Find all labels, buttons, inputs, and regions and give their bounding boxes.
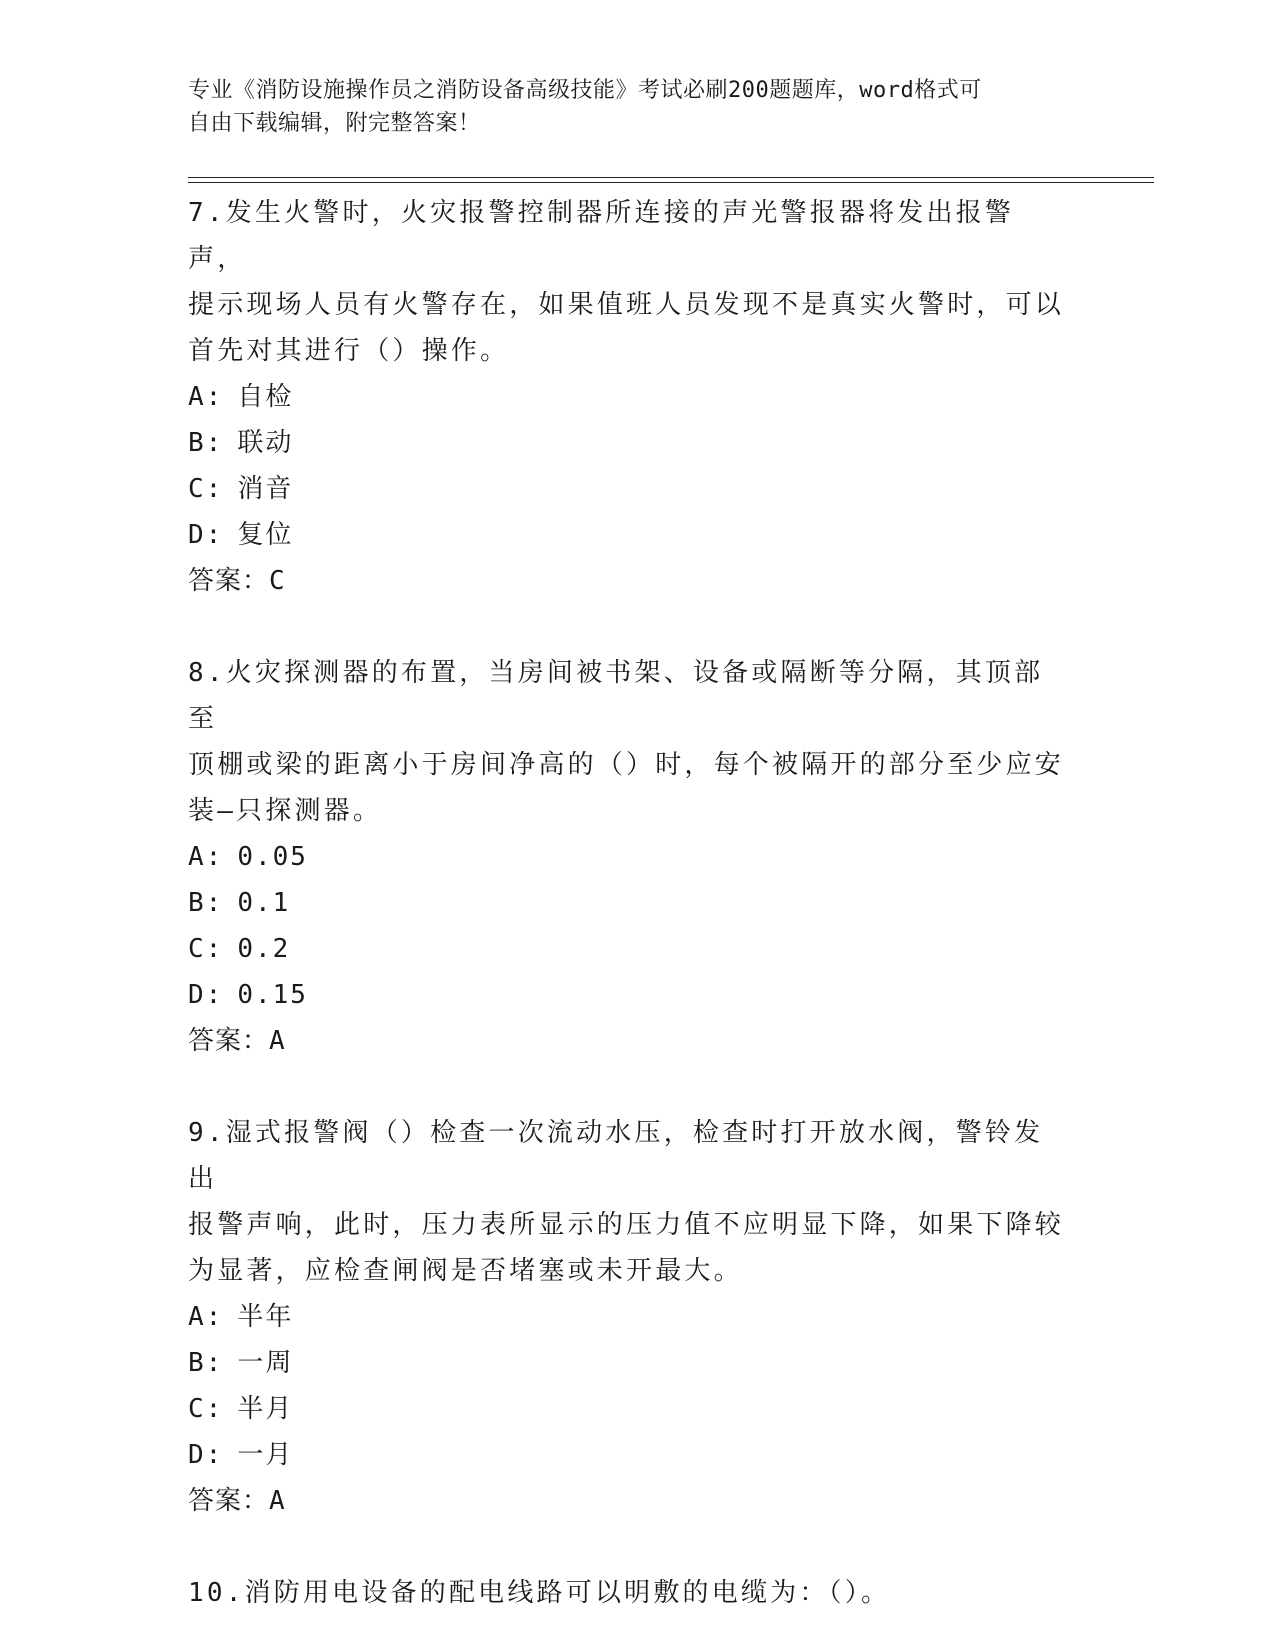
option-text: 消音 xyxy=(237,474,294,504)
answer: 答案：A xyxy=(188,1486,286,1516)
option-d xyxy=(188,512,1068,558)
option-b xyxy=(188,1340,1068,1386)
question-spacer xyxy=(188,1524,1068,1570)
option-text: 半年 xyxy=(237,1302,294,1332)
question-text-line: 顶棚或梁的距离小于房间净高的（）时，每个被隔开的部分至少应安 xyxy=(188,750,1065,780)
option-key: B: xyxy=(188,1348,224,1378)
question-spacer xyxy=(188,604,1068,650)
header-divider-top xyxy=(188,177,1154,178)
option-key: A: xyxy=(188,842,224,872)
option-c xyxy=(188,926,1068,972)
option-text: 半月 xyxy=(237,1394,294,1424)
header-divider-bottom xyxy=(188,182,1154,183)
option-d xyxy=(188,1432,1068,1478)
question-7 xyxy=(188,190,1068,604)
option-key: D: xyxy=(188,520,224,550)
option-a xyxy=(188,1294,1068,1340)
question-10 xyxy=(188,1570,1068,1616)
option-key: D: xyxy=(188,1440,224,1470)
option-key: A: xyxy=(188,1302,224,1332)
option-b xyxy=(188,880,1068,926)
question-text-line: 8.火灾探测器的布置，当房间被书架、设备或隔断等分隔，其顶部至 xyxy=(188,658,1044,734)
option-c xyxy=(188,1386,1068,1432)
option-text: 0.15 xyxy=(237,980,308,1010)
option-key: D: xyxy=(188,980,224,1010)
header-line-1: 专业《消防设施操作员之消防设备高级技能》考试必刷200题题库，word格式可 xyxy=(188,78,982,103)
option-text: 0.2 xyxy=(237,934,291,964)
question-9 xyxy=(188,1110,1068,1524)
option-key: B: xyxy=(188,888,224,918)
answer: 答案：C xyxy=(188,566,286,596)
option-text: 复位 xyxy=(237,520,294,550)
question-text-line: 9.湿式报警阀（）检查一次流动水压，检查时打开放水阀，警铃发出 xyxy=(188,1118,1044,1194)
header-line-2: 自由下载编辑，附完整答案！ xyxy=(188,111,481,136)
question-list xyxy=(188,190,1068,1616)
option-key: C: xyxy=(188,1394,224,1424)
option-a xyxy=(188,834,1068,880)
option-text: 0.1 xyxy=(237,888,291,918)
question-text-line: 装—只探测器。 xyxy=(188,796,383,826)
question-text-line: 报警声响，此时，压力表所显示的压力值不应明显下降，如果下降较 xyxy=(188,1210,1065,1240)
option-d xyxy=(188,972,1068,1018)
option-text: 联动 xyxy=(237,428,294,458)
question-text-line: 首先对其进行（）操作。 xyxy=(188,336,510,366)
question-text-line: 7.发生火警时，火灾报警控制器所连接的声光警报器将发出报警声， xyxy=(188,198,1015,274)
option-b xyxy=(188,420,1068,466)
question-8 xyxy=(188,650,1068,1064)
option-a xyxy=(188,374,1068,420)
question-text-line: 提示现场人员有火警存在，如果值班人员发现不是真实火警时，可以 xyxy=(188,290,1065,320)
document-header xyxy=(188,74,1068,140)
option-key: A: xyxy=(188,382,224,412)
option-key: C: xyxy=(188,934,224,964)
option-text: 一月 xyxy=(237,1440,294,1470)
option-c xyxy=(188,466,1068,512)
option-text: 0.05 xyxy=(237,842,308,872)
option-key: C: xyxy=(188,474,224,504)
option-key: B: xyxy=(188,428,224,458)
question-text-line: 10.消防用电设备的配电线路可以明敷的电缆为：（）。 xyxy=(188,1578,891,1608)
question-spacer xyxy=(188,1064,1068,1110)
option-text: 自检 xyxy=(237,382,294,412)
answer: 答案：A xyxy=(188,1026,286,1056)
option-text: 一周 xyxy=(237,1348,294,1378)
question-text-line: 为显著，应检查闸阀是否堵塞或未开最大。 xyxy=(188,1256,743,1286)
